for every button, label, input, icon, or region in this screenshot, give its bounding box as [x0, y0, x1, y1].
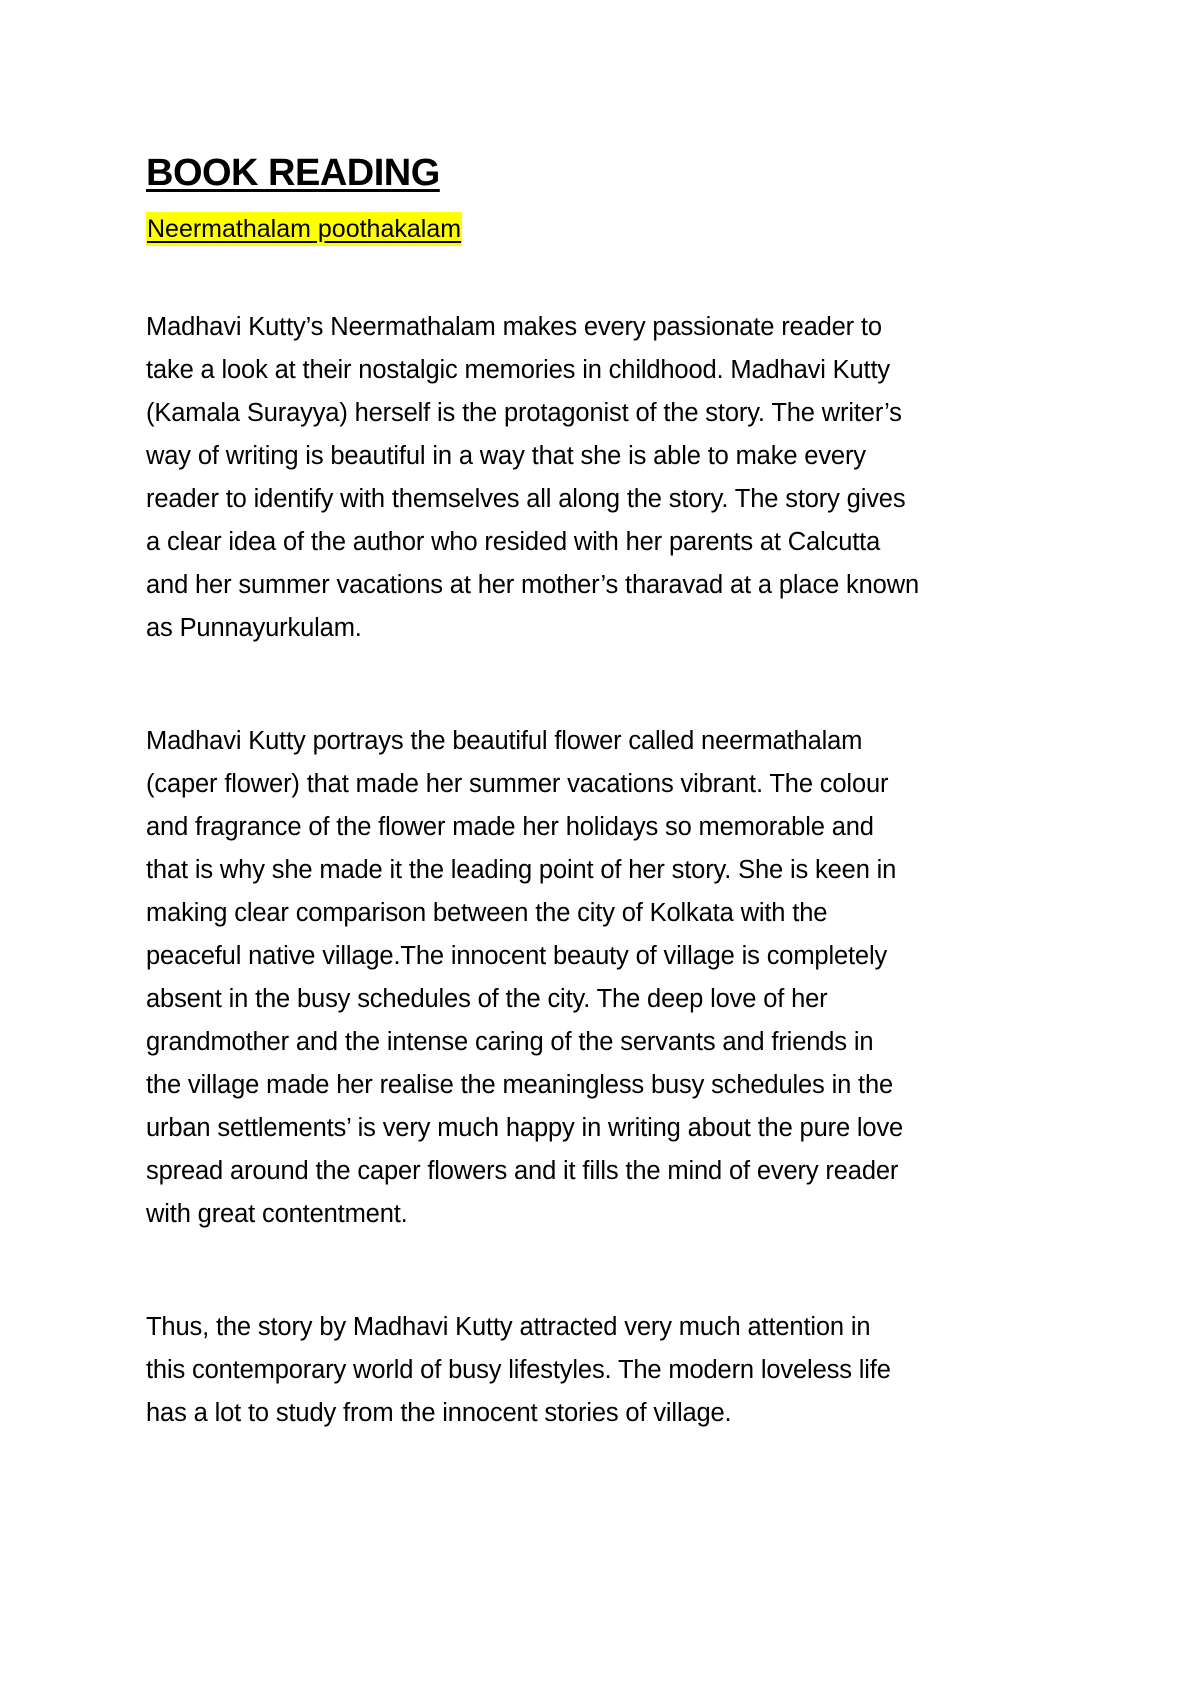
paragraph-line: Madhavi Kutty’s Neermathalam makes every passionate reader to	[146, 313, 882, 341]
paragraph-line: Madhavi Kutty portrays the beautiful flower called neermathalam	[146, 727, 863, 755]
paragraph-line: as Punnayurkulam.	[146, 614, 362, 642]
paragraph-line: Thus, the story by Madhavi Kutty attracted very much attention in	[146, 1313, 871, 1341]
paragraph-line: making clear comparison between the city of Kolkata with the	[146, 899, 828, 927]
paragraph-line: that is why she made it the leading point of her story. She is keen in	[146, 856, 897, 884]
paragraph-line: a clear idea of the author who resided with her parents at Calcutta	[146, 528, 881, 556]
paragraph-line: reader to identify with themselves all along the story. The story gives	[146, 485, 906, 513]
subtitle-container	[146, 212, 1086, 248]
paragraph-line: the village made her realise the meaningless busy schedules in the	[146, 1071, 894, 1099]
paragraph-line: way of writing is beautiful in a way that she is able to make every	[146, 442, 866, 470]
paragraph-line: has a lot to study from the innocent stories of village.	[146, 1399, 732, 1427]
paragraph-line: take a look at their nostalgic memories in childhood. Madhavi Kutty	[146, 356, 891, 384]
paragraph-line: (Kamala Surayya) herself is the protagonist of the story. The writer’s	[146, 399, 902, 427]
document-body	[146, 150, 1086, 1435]
paragraph-line: grandmother and the intense caring of the servants and friends in	[146, 1028, 874, 1056]
document-title: BOOK READING	[146, 152, 440, 194]
paragraph-1	[146, 306, 1086, 650]
paragraph-line: absent in the busy schedules of the city. The deep love of her	[146, 985, 828, 1013]
paragraph-line: (caper flower) that made her summer vacations vibrant. The colour	[146, 770, 889, 798]
highlighted-subtitle: Neermathalam poothakalam	[146, 212, 462, 246]
paragraph-line: and fragrance of the flower made her holidays so memorable and	[146, 813, 874, 841]
paragraph-line: with great contentment.	[146, 1200, 408, 1228]
paragraph-line: this contemporary world of busy lifestyles. The modern loveless life	[146, 1356, 891, 1384]
paragraph-line: and her summer vacations at her mother’s tharavad at a place known	[146, 571, 919, 599]
paragraph-line: spread around the caper flowers and it fills the mind of every reader	[146, 1157, 899, 1185]
paragraph-line: urban settlements’ is very much happy in writing about the pure love	[146, 1114, 904, 1142]
paragraph-3	[146, 1306, 1086, 1435]
paragraph-2	[146, 720, 1086, 1236]
paragraph-line: peaceful native village.The innocent beauty of village is completely	[146, 942, 888, 970]
